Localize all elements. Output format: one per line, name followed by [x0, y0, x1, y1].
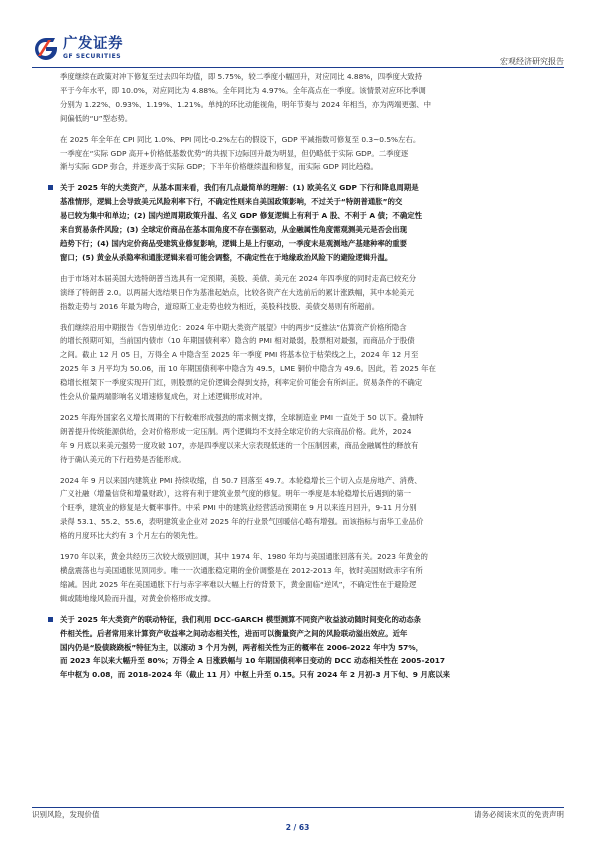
body-paragraph: [60, 70, 565, 126]
text-line: 格的月度环比大约有 3 个月左右的领先性。: [60, 531, 203, 541]
text-line: 平于今年水平，即 10.0%，对应同比为 4.88%。全年同比为 4.97%。全年高点在一季度。该情景对应环比季调: [60, 85, 426, 95]
header-divider: [32, 67, 564, 68]
text-line: 关于 2025 年大类资产的联动特征，我们利用 DCC-GARCH 模型测算不同资产收益波动随时间变化的动态条: [60, 614, 422, 624]
key-point-paragraph: [60, 613, 565, 683]
gf-logo-icon: [32, 36, 60, 62]
page-total: 63: [298, 823, 310, 832]
text-line: 件相关性。后者常用来计算资产收益率之间动态相关性，进而可以衡量资产之间的风险联动溢出效应。近年: [60, 628, 408, 638]
text-line: 在 2025 年全年在 CPI 同比 1.0%、PPI 同比-0.2%左右的假设下，GDP 平减指数可修复至 0.3~0.5%左右。: [60, 134, 421, 144]
text-line: 缩减。因此 2025 年在美国通胀下行与赤字率难以大幅上行的背景下，黄金面临“逆风”，不确定性在于避险逻: [60, 579, 417, 589]
body-paragraph: [60, 272, 565, 314]
text-line: 而 2023 年以来大幅升至 80%；万得全 A 日涨跌幅与 10 年期国债利率日变动的 DCC 动态相关性在 2005-2017: [60, 656, 446, 666]
page-current: 2: [285, 823, 291, 832]
bullet-square-icon: [48, 185, 53, 190]
text-line: 2025 年 3 月平均为 50.06，而 10 年期国债利率中隐含为 49.5，LME 铜价中隐含为 49.6。因此，若 2025 年在: [60, 364, 436, 374]
text-line: 2024 年 9 月以来国内建筑业 PMI 持续收缩，自 50.7 回落至 49.7。本轮稳增长三个切入点是房地产、消费、: [60, 475, 422, 485]
page-number: [0, 823, 595, 833]
text-line: 我们继续沿用中期报告《告别单边化：2024 年中期大类资产展望》中的两步“反推法”估算资产价格所隐含: [60, 322, 407, 332]
page-header: [32, 36, 564, 66]
text-line: 国内仍是“股债跷跷板”特征为主，以滚动 3 个月为例，两者相关性为正的概率在 2006-2022 年中为 57%，: [60, 642, 424, 652]
text-line: 的增长预期可知，当前国内债市（10 年期国债利率）隐含的 PMI 相对最弱，股票相对最强，而商品介于股债: [60, 336, 415, 346]
text-line: 广义社融（增量信贷和增量财政），这将有利于建筑业景气度的修复。明年一季度是本轮稳增长后遇到的第一: [60, 489, 412, 499]
body-paragraph: [60, 133, 565, 175]
text-line: 待于确认美元的下行趋势是否能形成。: [60, 454, 186, 464]
text-line: 由于市场对本届美国大选特朗普当选具有一定预期，美股、美债、美元在 2024 年四季度的同时走高已较充分: [60, 273, 417, 283]
body-paragraph: [60, 550, 565, 606]
text-line: 朗普提升传统能源供给，会对价格形成一定压制。两个逻辑均不支持全球定价的大宗商品价格。此外，2024: [60, 426, 412, 436]
text-line: 演绎了特朗普 2.0。以两届大选结果日作为基准起始点，比较各资产在大选前后的累计涨跌幅，其中本轮美元: [60, 287, 415, 297]
text-line: 一季度在“实际 GDP 高开+价格低基数优势”的共振下边际回升最为明显，但仍略低于实际 GDP。二季度逐: [60, 148, 409, 158]
text-line: 横盘震荡也与美国通胀见顶同步。唯一一次通胀稳定期的金价调整是在 2012-2013 年，彼时美国财政赤字有所: [60, 566, 423, 575]
body-paragraph: [60, 321, 565, 404]
report-body: [60, 70, 565, 689]
text-line: 季度继续在政策对冲下修复至过去四年均值，即 5.75%，较二季度小幅回升，对应同比 4.88%，四季度大致持: [60, 72, 423, 81]
text-line: 2025 年海外国家名义增长周期的下行較难形成强劲的需求侧支撑，全球制造业 PMI 一直处于 50 以下。叠加特: [60, 412, 424, 422]
text-line: 稳增长框架下一季度实现开门红，则股票的定价逻辑会得到支持，利率定价可能会有所纠正。贸易条件的不确定: [60, 378, 423, 388]
text-line: 性会从价量两端影响名义增速修复成色，对上述逻辑形成对冲。: [60, 392, 267, 402]
body-paragraph: [60, 411, 565, 467]
page-separator: /: [290, 823, 299, 832]
text-line: 之间。截止 12 月 05 日，万得全 A 中隐含至 2025 年一季度 PMI 将基本位于枯荣线之上，2024 年 12 月至: [60, 350, 419, 360]
text-line: 渐与实际 GDP 弥合，并逐步高于实际 GDP；下半年价格继续温和修复，而实际 GDP 同比趋稳。: [60, 162, 379, 172]
text-line: 间偏低的“U”型态势。: [60, 113, 133, 123]
text-line: 关于 2025 年的大类资产，从基本面来看，我们有几点最简单的理解：(1) 欧美名义 GDP 下行和降息周期是: [60, 183, 419, 193]
footer-disclaimer: 请务必阅读末页的免责声明: [474, 810, 564, 819]
body-paragraph: [60, 474, 565, 544]
text-line: 年 9 月底以来美元强势一度攻破 107，亦是四季度以来大宗表现低迷的一个压制因素，商品金融属性的释放有: [60, 440, 419, 450]
key-point-paragraph: [60, 181, 565, 264]
footer-divider: [32, 807, 564, 808]
text-line: 分别为 1.22%、0.93%、1.19%、1.21%。单纯的环比动能视角，明年节奏与 2024 年相当，亦为两端更强、中: [60, 99, 432, 109]
bullet-square-icon: [48, 617, 53, 622]
logo-name-cn: 广发证券: [63, 36, 123, 52]
report-type-label: 宏观经济研究报告: [500, 57, 564, 66]
text-line: 窗口；(5) 黄金从杀隐率和通胀逻辑来看可能会调整，不确定性在于地缘政治风险下的避险逻辑升温。: [60, 252, 393, 262]
text-line: 辑或随地缘风险而升温，对黄金价格形成支撑。: [60, 593, 216, 603]
logo-name-en: GF SECURITIES: [63, 53, 122, 60]
text-line: 1970 年以来，黄金共经历三次较大级别回调，其中 1974 年、1980 年均与美国通胀回落有关。2023 年黄金的: [60, 552, 428, 562]
text-line: 来自贸易条件风险；(3) 全球定价商品在基本面角度不存在强驱动，从金融属性角度需观测美元是否会出现: [60, 225, 408, 235]
text-line: 易已较为集中和单边；(2) 国内逆周期政策升温、名义 GDP 修复逻辑上有利于 A 股、不利于 A 债；不确定性: [60, 211, 422, 221]
text-line: 基准情形，逻辑上会导致美元风险利率下行，不确定性则来自美国政策影响，不过关于“特朗普通胀”的交: [60, 197, 403, 207]
text-line: 趋势下行；(4) 国内定价商品受建筑业修复影响，逻辑上是上行驱动，一季度末是观测地产基建种率的重要: [60, 238, 408, 248]
text-line: 指数走势与 2016 年最为吻合，道琼斯工业走势也较为相近，美股科技股、美债交易则有所超前。: [60, 301, 380, 311]
text-line: 个旺季，建筑业的修复是大概率事件。中采 PMI 中的建筑业经营活动预期在 9 月以来连月回升，9-11 月分别: [60, 503, 417, 513]
text-line: 年中枢为 0.08，而 2018-2024 年（截止 11 月）中枢上升至 0.15。只有 2024 年 2 月初-3 月下旬、9 月底以来: [60, 670, 451, 680]
footer-slogan: 识别风险，发现价值: [32, 810, 100, 819]
text-line: 录得 53.1、55.2、55.6，表明建筑业企业对 2025 年的行业景气回暖信心略有增强。而该指标与南华工业品价: [60, 517, 424, 527]
